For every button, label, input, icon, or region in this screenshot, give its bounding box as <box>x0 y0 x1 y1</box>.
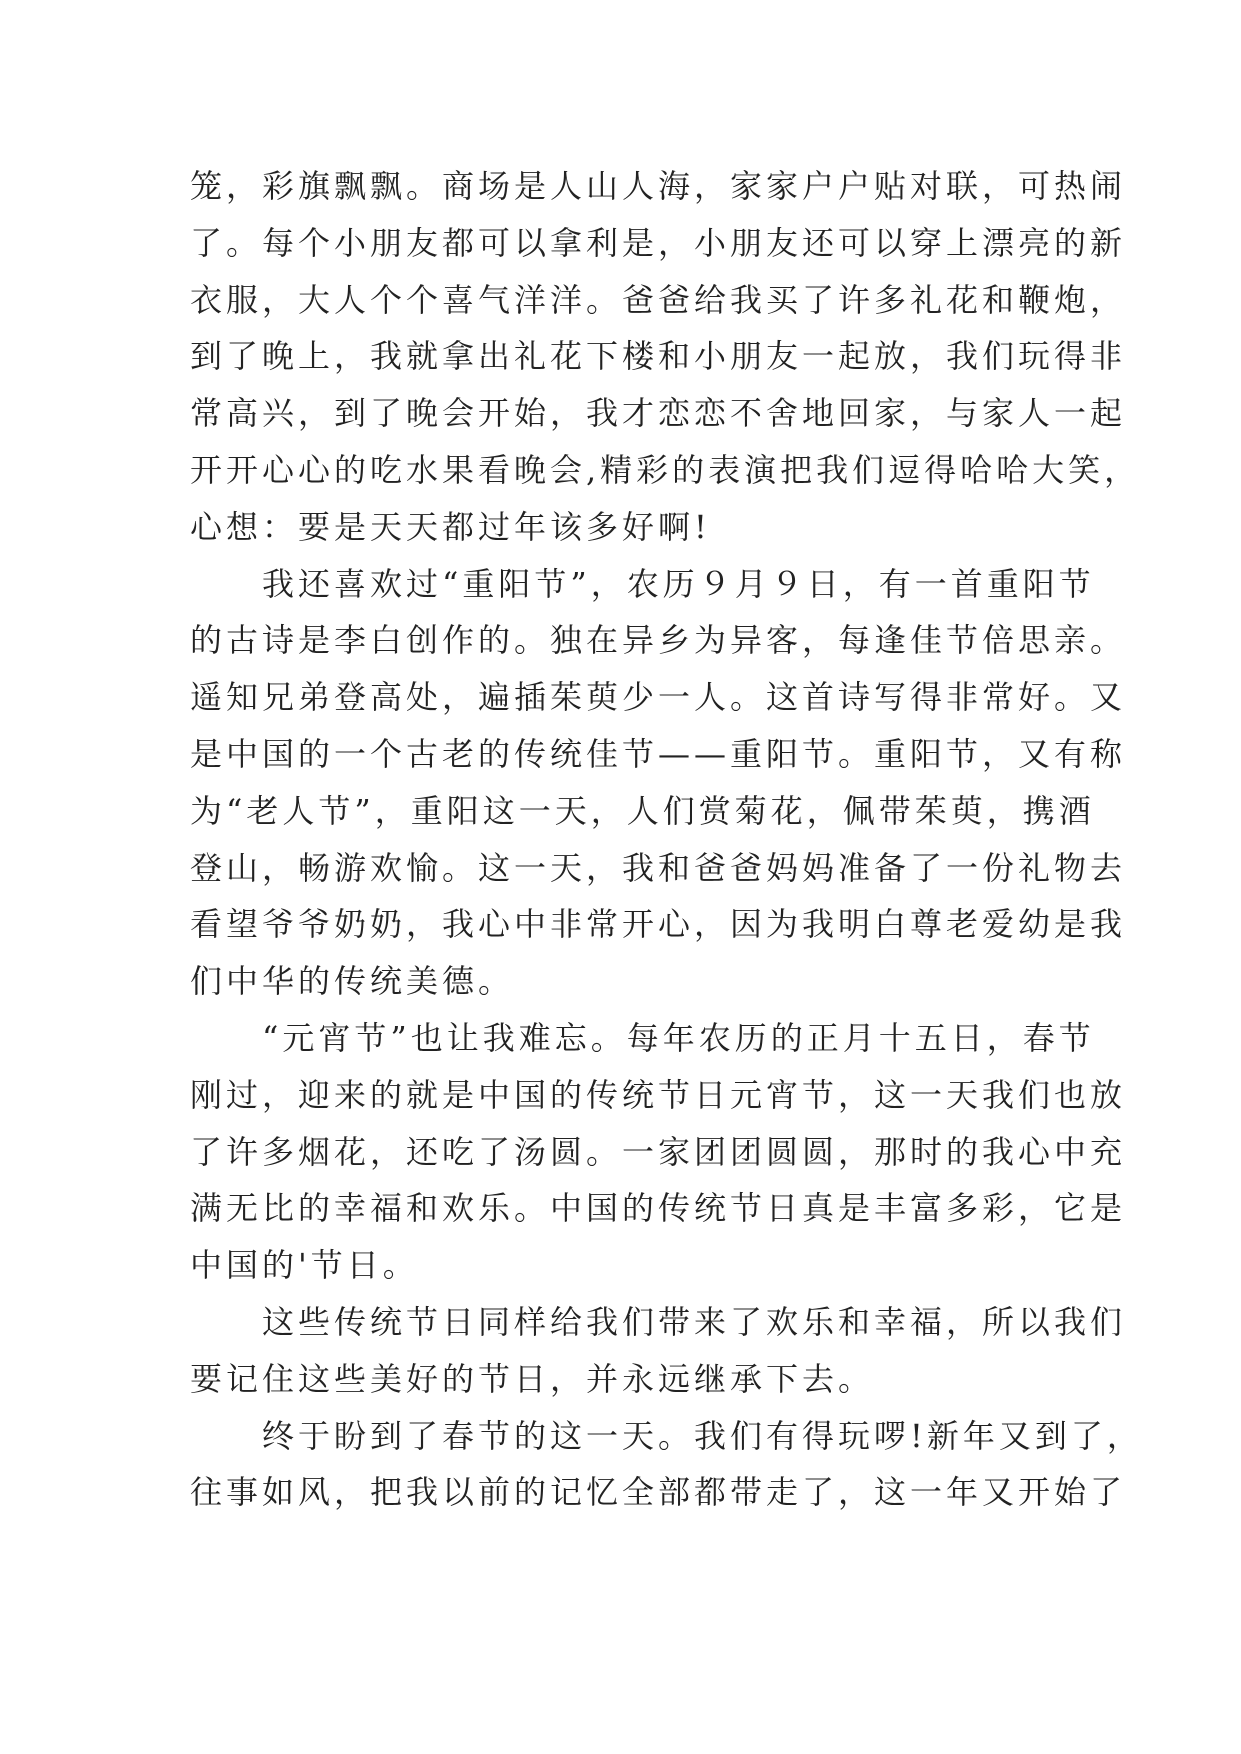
text-line: 往事如风，把我以前的记忆全部都带走了，这一年又开始了 <box>190 1473 1127 1512</box>
text-line: 遥知兄弟登高处，遍插茱萸少一人。这首诗写得非常好。又 <box>190 678 1127 717</box>
text-line: 是中国的一个古老的传统佳节——重阳节。重阳节，又有称 <box>190 734 1127 773</box>
text-line: 笼，彩旗飘飘。商场是人山人海，家家户户贴对联，可热闹 <box>190 167 1127 205</box>
text-line: 看望爷爷奶奶，我心中非常开心，因为我明白尊老爱幼是我 <box>190 905 1127 944</box>
text-line: 了。每个小朋友都可以拿利是，小朋友还可以穿上漂亮的新 <box>190 223 1127 262</box>
text-line: 到了晚上，我就拿出礼花下楼和小朋友一起放，我们玩得非 <box>190 337 1127 376</box>
paragraph-start-line: “元宵节”也让我难忘。每年农历的正月十五日，春节 <box>190 1018 1095 1057</box>
text-line: 心想：要是天天都过年该多好啊! <box>190 507 711 546</box>
text-line: 刚过，迎来的就是中国的传统节日元宵节，这一天我们也放 <box>190 1075 1127 1114</box>
text-line: 要记住这些美好的节日，并永远继承下去。 <box>190 1359 875 1398</box>
text-line: 们中华的传统美德。 <box>190 962 515 1001</box>
text-line: 的古诗是李白创作的。独在异乡为异客，每逢佳节倍思亲。 <box>190 621 1127 660</box>
paragraph-start-line: 我还喜欢过“重阳节”，农历９月９日，有一首重阳节 <box>190 564 1095 603</box>
text-line: 常高兴，到了晚会开始，我才恋恋不舍地回家，与家人一起 <box>190 394 1127 433</box>
text-line: 中国的'节日。 <box>190 1246 419 1285</box>
paragraph-start-line: 这些传统节日同样给我们带来了欢乐和幸福，所以我们 <box>190 1302 1127 1341</box>
text-line: 了许多烟花，还吃了汤圆。一家团团圆圆，那时的我心中充 <box>190 1132 1127 1171</box>
paragraph-start-line: 终于盼到了春节的这一天。我们有得玩啰!新年又到了， <box>190 1416 1143 1455</box>
text-line: 衣服，大人个个喜气洋洋。爸爸给我买了许多礼花和鞭炮， <box>190 280 1127 319</box>
text-line: 为“老人节”，重阳这一天，人们赏菊花，佩带茱萸，携酒 <box>190 791 1095 830</box>
text-line: 开开心心的吃水果看晚会,精彩的表演把我们逗得哈哈大笑， <box>190 450 1141 489</box>
text-line: 满无比的幸福和欢乐。中国的传统节日真是丰富多彩，它是 <box>190 1189 1127 1228</box>
text-line: 登山，畅游欢愉。这一天，我和爸爸妈妈准备了一份礼物去 <box>190 848 1127 887</box>
document-body <box>190 158 1143 1521</box>
